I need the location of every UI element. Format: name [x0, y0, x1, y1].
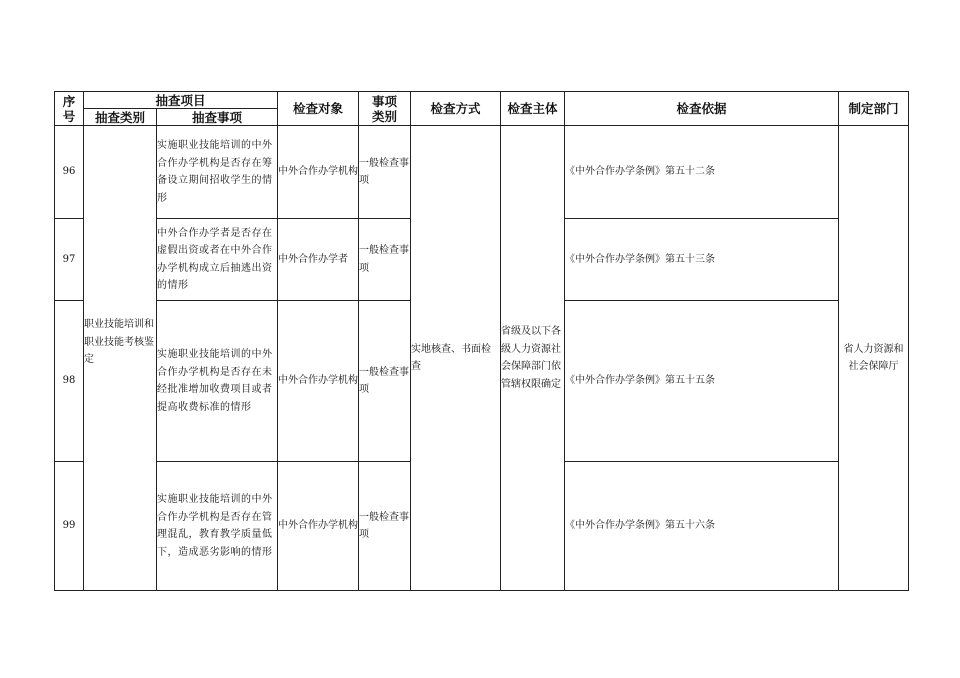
row-seq: 98: [55, 301, 84, 462]
header-seq: 序号: [55, 92, 84, 126]
header-subject: 检查主体: [501, 92, 565, 126]
row-target: 中外合作办学机构: [278, 126, 359, 219]
row-matter: 实施职业技能培训的中外合作办学机构是否存在筹备设立期间招收学生的情形: [157, 126, 278, 219]
row-target: 中外合作办学机构: [278, 301, 359, 462]
inspection-table: [54, 91, 909, 591]
row-item-type: 一般检查事项: [359, 219, 411, 301]
row-basis: 《中外合作办学条例》第五十三条: [565, 219, 839, 301]
row-item-type: 一般检查事项: [359, 462, 411, 591]
table-row: [55, 126, 909, 219]
row-seq: 96: [55, 126, 84, 219]
row-seq: 97: [55, 219, 84, 301]
header-category: 抽查类别: [84, 109, 157, 126]
row-basis: 《中外合作办学条例》第五十六条: [565, 462, 839, 591]
row-target: 中外合作办学机构: [278, 462, 359, 591]
header-basis: 检查依据: [565, 92, 839, 126]
row-matter: 中外合作办学者是否存在虚假出资或者在中外合作办学机构成立后抽逃出资的情形: [157, 219, 278, 301]
header-method: 检查方式: [411, 92, 501, 126]
category-cell: 职业技能培训和职业技能考核鉴定: [84, 126, 157, 591]
row-seq: 99: [55, 462, 84, 591]
subject-cell: 省级及以下各级人力资源社会保障部门依管辖权限确定: [501, 126, 565, 591]
row-basis: 《中外合作办学条例》第五十二条: [565, 126, 839, 219]
header-row-top: [55, 92, 909, 109]
row-matter: 实施职业技能培训的中外合作办学机构是否存在管理混乱，教育教学质量低下，造成恶劣影响的情形: [157, 462, 278, 591]
header-item-type: 事项类别: [359, 92, 411, 126]
method-cell: 实地核查、书面检查: [411, 126, 501, 591]
header-matter: 抽查事项: [157, 109, 278, 126]
row-basis: 《中外合作办学条例》第五十五条: [565, 301, 839, 462]
row-target: 中外合作办学者: [278, 219, 359, 301]
row-item-type: 一般检查事项: [359, 301, 411, 462]
dept-cell: 省人力资源和社会保障厅: [839, 126, 909, 591]
header-dept: 制定部门: [839, 92, 909, 126]
row-matter: 实施职业技能培训的中外合作办学机构是否存在未经批准增加收费项目或者提高收费标准的情形: [157, 301, 278, 462]
row-item-type: 一般检查事项: [359, 126, 411, 219]
header-target: 检查对象: [278, 92, 359, 126]
header-project: 抽查项目: [84, 92, 278, 109]
